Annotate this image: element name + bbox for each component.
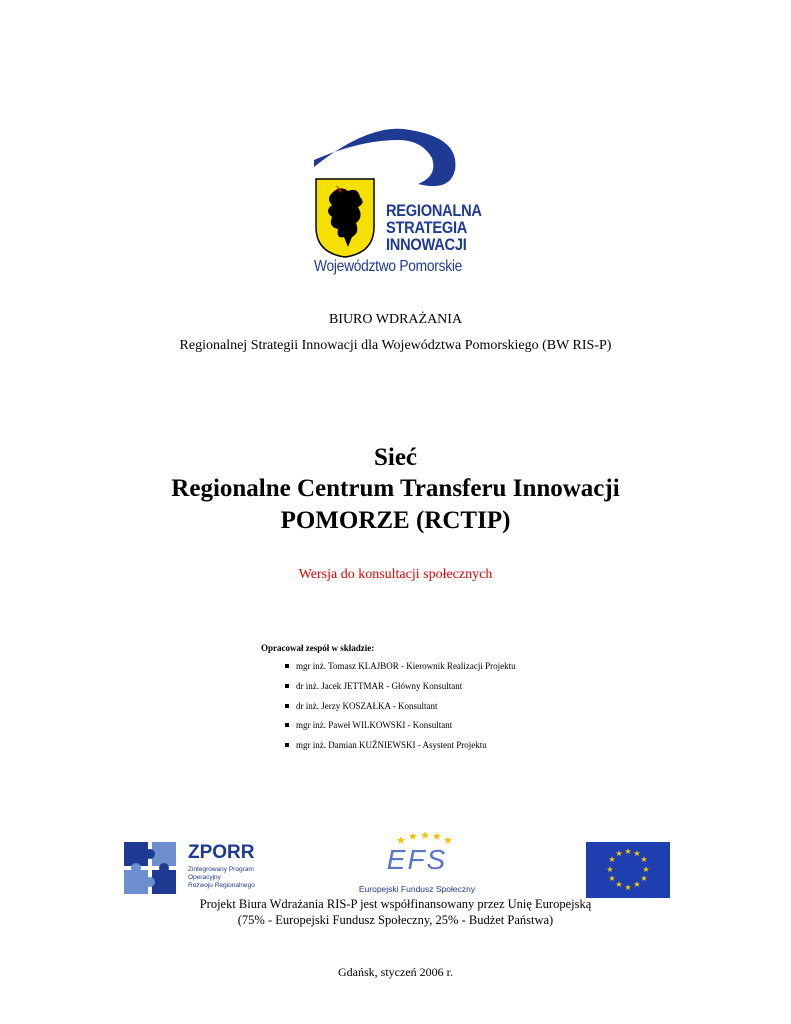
team-list bbox=[285, 661, 516, 760]
svg-text:★: ★ bbox=[608, 874, 616, 883]
svg-text:★: ★ bbox=[633, 880, 641, 889]
zporr-line-1: Zintegrowany Program bbox=[188, 866, 254, 873]
logo-line-2: STRATEGIA bbox=[386, 218, 468, 237]
bullet-icon bbox=[285, 704, 289, 708]
zporr-name: ZPORR bbox=[188, 842, 255, 863]
funding-line-2: (75% - Europejski Fundusz Społeczny, 25% - Budżet Państwa) bbox=[237, 913, 554, 927]
efs-name: EFS bbox=[386, 844, 448, 875]
svg-text:★: ★ bbox=[624, 883, 632, 892]
svg-text:★: ★ bbox=[396, 834, 406, 847]
document-title-line-1: Sieć bbox=[373, 444, 418, 471]
eu-flag-icon bbox=[586, 842, 670, 898]
team-member-text: mgr inż. Paweł WILKOWSKI - Konsultant bbox=[296, 720, 453, 731]
funding-line-1: Projekt Biura Wdrażania RIS-P jest współfinansowany przez Unię Europejską bbox=[199, 897, 592, 911]
team-member bbox=[285, 661, 516, 681]
bullet-icon bbox=[285, 684, 289, 688]
svg-text:★: ★ bbox=[624, 847, 632, 856]
svg-text:★: ★ bbox=[640, 874, 648, 883]
svg-text:★: ★ bbox=[633, 849, 641, 858]
document-title-line-3: POMORZE (RCTIP) bbox=[280, 507, 511, 534]
svg-text:★: ★ bbox=[642, 865, 650, 874]
pomeranian-griffin-coat-of-arms-icon bbox=[314, 177, 376, 259]
svg-text:★: ★ bbox=[408, 832, 418, 843]
team-member-text: mgr inż. Tomasz KLAJBOR - Kierownik Realizacji Projektu bbox=[296, 661, 516, 671]
bullet-icon bbox=[285, 743, 289, 747]
svg-text:★: ★ bbox=[640, 855, 648, 864]
efs-caption: Europejski Fundusz Społeczny bbox=[358, 884, 476, 894]
bullet-icon bbox=[285, 723, 289, 727]
team-member-text: dr inż. Jacek JETTMAR - Główny Konsultant bbox=[296, 680, 463, 691]
zporr-logo bbox=[122, 838, 272, 900]
place-date: Gdańsk, styczeń 2006 r. bbox=[338, 965, 453, 979]
logo-line-3: INNOWACJI bbox=[386, 235, 467, 254]
document-title-line-2: Regionalne Centrum Transferu Innowacji bbox=[171, 475, 620, 502]
svg-text:★: ★ bbox=[615, 849, 623, 858]
team-member bbox=[285, 720, 516, 740]
zporr-line-3: Rozwoju Regionalnego bbox=[188, 882, 255, 889]
office-title: BIURO WDRAŻANIA bbox=[328, 312, 463, 327]
svg-text:★: ★ bbox=[606, 865, 614, 874]
svg-text:★: ★ bbox=[432, 832, 442, 843]
office-subtitle: Regionalnej Strategii Innowacji dla Województwa Pomorskiego (BW RIS-P) bbox=[179, 338, 612, 353]
team-member bbox=[285, 701, 516, 721]
eu-flag bbox=[586, 842, 670, 898]
team-member-text: dr inż. Jerzy KOSZAŁKA - Konsultant bbox=[296, 700, 438, 711]
svg-text:★: ★ bbox=[420, 832, 430, 842]
version-note: Wersja do konsultacji społecznych bbox=[298, 567, 493, 582]
team-member bbox=[285, 681, 516, 701]
svg-text:★: ★ bbox=[615, 880, 623, 889]
svg-text:★: ★ bbox=[443, 834, 453, 847]
efs-logo bbox=[352, 832, 482, 898]
team-member bbox=[285, 740, 516, 760]
ris-logo bbox=[300, 122, 490, 282]
bullet-icon bbox=[285, 664, 289, 668]
team-member-text: mgr inż. Damian KUŹNIEWSKI - Asystent Projektu bbox=[296, 740, 487, 751]
logo-line-4: Województwo Pomorskie bbox=[314, 258, 463, 275]
puzzle-icon bbox=[122, 840, 178, 898]
team-heading: Opracował zespół w składzie: bbox=[261, 643, 375, 653]
svg-text:★: ★ bbox=[608, 855, 616, 864]
logo-line-1: REGIONALNA bbox=[386, 201, 482, 220]
zporr-line-2: Operacyjny bbox=[188, 874, 221, 881]
